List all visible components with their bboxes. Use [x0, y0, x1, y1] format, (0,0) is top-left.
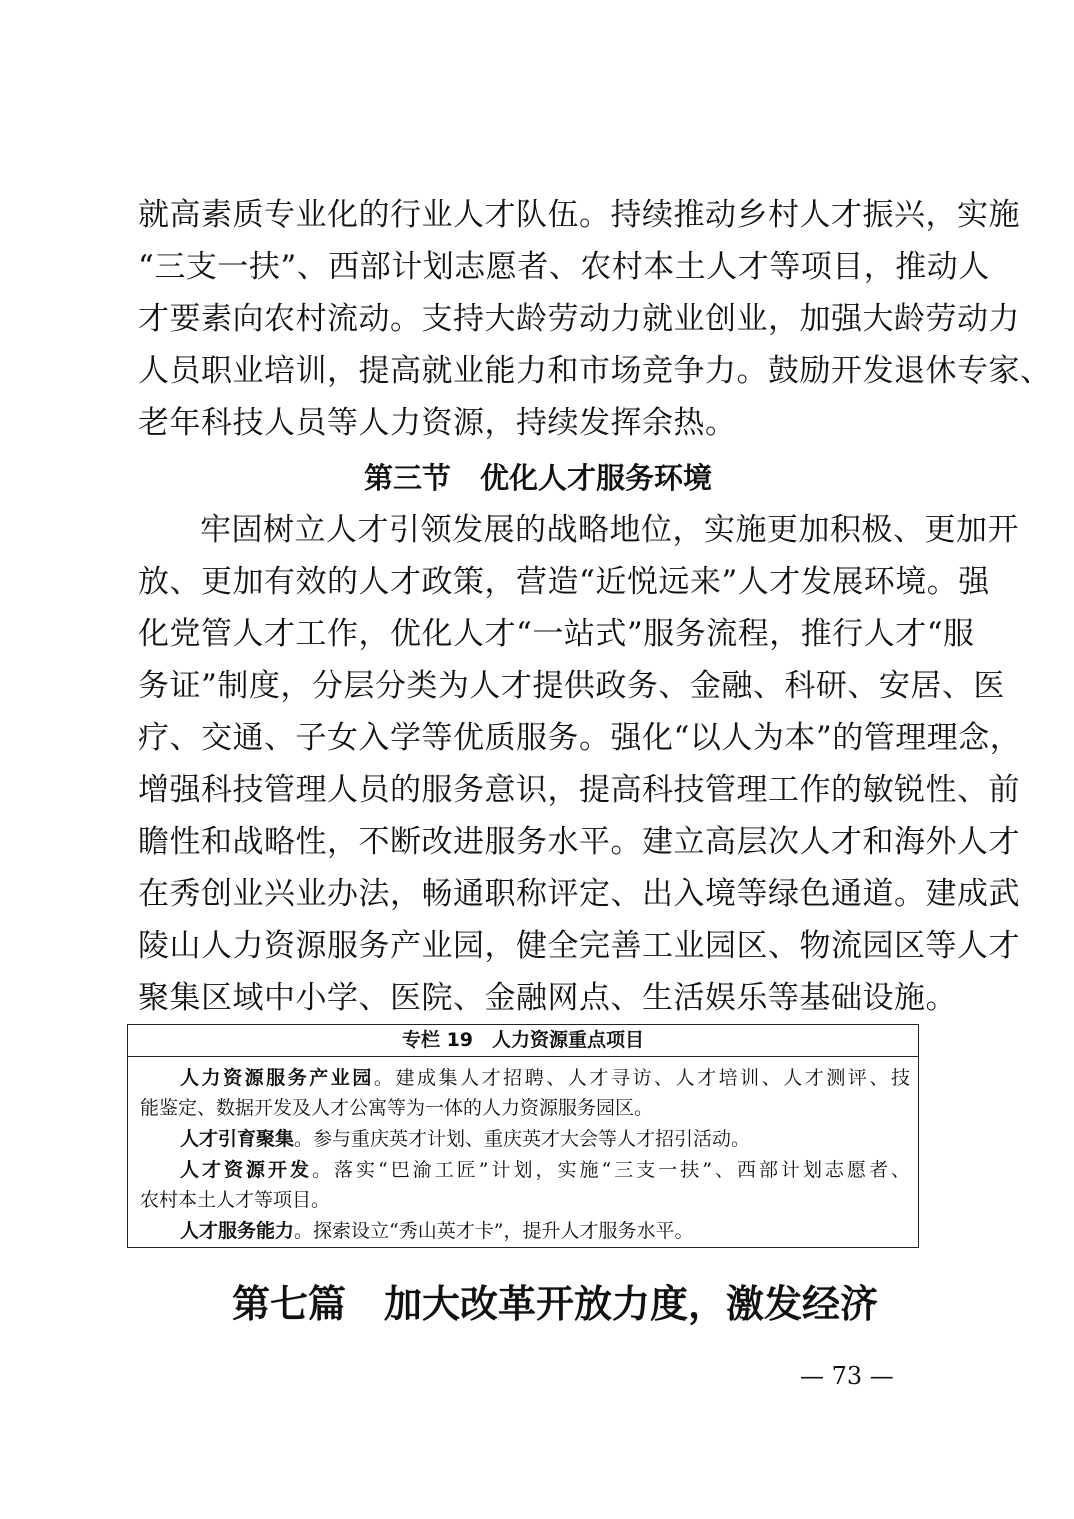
paragraph-1-line-1: 就高素质专业化的行业人才队伍。持续推动乡村人才振兴，实施	[138, 197, 1020, 233]
column-item-3-label: 人才资源开发	[180, 1159, 313, 1181]
paragraph-2-line-4: 务证”制度，分层分类为人才提供政务、金融、科研、安居、医	[138, 668, 1005, 704]
paragraph-2-line-5: 疗、交通、子女入学等优质服务。强化“以人为本”的管理理念，	[138, 720, 1022, 756]
column-item-1-line-1	[180, 1062, 910, 1094]
paragraph-2-line-6: 增强科技管理人员的服务意识，提高科技管理工作的敏锐性、前	[138, 772, 1020, 808]
paragraph-2-line-3: 化党管人才工作，优化人才“一站式”服务流程，推行人才“服	[138, 616, 975, 652]
paragraph-1-line-4: 人员职业培训，提高就业能力和市场竞争力。鼓励开发退休专家、	[138, 353, 1052, 389]
column-item-2-label: 人才引育聚集	[180, 1128, 295, 1150]
column-box	[127, 1024, 919, 1248]
section-heading: 第三节 优化人才服务环境	[363, 461, 712, 495]
paragraph-2-line-2: 放、更加有效的人才政策，营造“近悦远来”人才发展环境。强	[138, 564, 990, 600]
column-item-3-line-1	[180, 1154, 910, 1186]
paragraph-2-line-8: 在秀创业兴业办法，畅通职称评定、出入境等绿色通道。建成武	[138, 876, 1020, 912]
paragraph-2-line-9: 陵山人力资源服务产业园，健全完善工业园区、物流园区等人才	[138, 928, 1020, 964]
paragraph-1-line-2: “三支一扶”、西部计划志愿者、农村本土人才等项目，推动人	[138, 249, 990, 285]
column-item-3-line-2: 农村本土人才等项目。	[140, 1189, 331, 1211]
column-item-4-text: 。探索设立“秀山英才卡”，提升人才服务水平。	[294, 1220, 694, 1242]
page-number: — 73 —	[800, 1362, 894, 1390]
paragraph-2-line-10: 聚集区域中小学、医院、金融网点、生活娱乐等基础设施。	[138, 980, 957, 1016]
paragraph-2-line-7: 瞻性和战略性，不断改进服务水平。建立高层次人才和海外人才	[138, 824, 1020, 860]
paragraph-1-line-5: 老年科技人员等人力资源，持续发挥余热。	[138, 405, 737, 441]
column-item-1-text: 。建成集人才招聘、人才寻访、人才培训、人才测评、技	[373, 1067, 910, 1089]
column-item-4-label: 人才服务能力	[180, 1220, 295, 1242]
column-item-2-line-1	[180, 1123, 910, 1155]
column-item-3-text: 。落实“巴渝工匠”计划，实施“三支一扶”、西部计划志愿者、	[312, 1159, 910, 1181]
column-item-1-label: 人力资源服务产业园	[180, 1067, 374, 1089]
column-item-1-line-2: 能鉴定、数据开发及人才公寓等为一体的人力资源服务园区。	[140, 1097, 654, 1119]
column-box-title: 专栏 19 人力资源重点项目	[128, 1025, 918, 1057]
column-item-4-line-1	[180, 1215, 910, 1247]
paragraph-2-line-1: 牢固树立人才引领发展的战略地位，实施更加积极、更加开	[200, 512, 1019, 548]
chapter-heading: 第七篇 加大改革开放力度，激发经济	[232, 1282, 879, 1326]
column-item-2-text: 。参与重庆英才计划、重庆英才大会等人才招引活动。	[294, 1128, 751, 1150]
paragraph-1-line-3: 才要素向农村流动。支持大龄劳动力就业创业，加强大龄劳动力	[138, 301, 1020, 337]
